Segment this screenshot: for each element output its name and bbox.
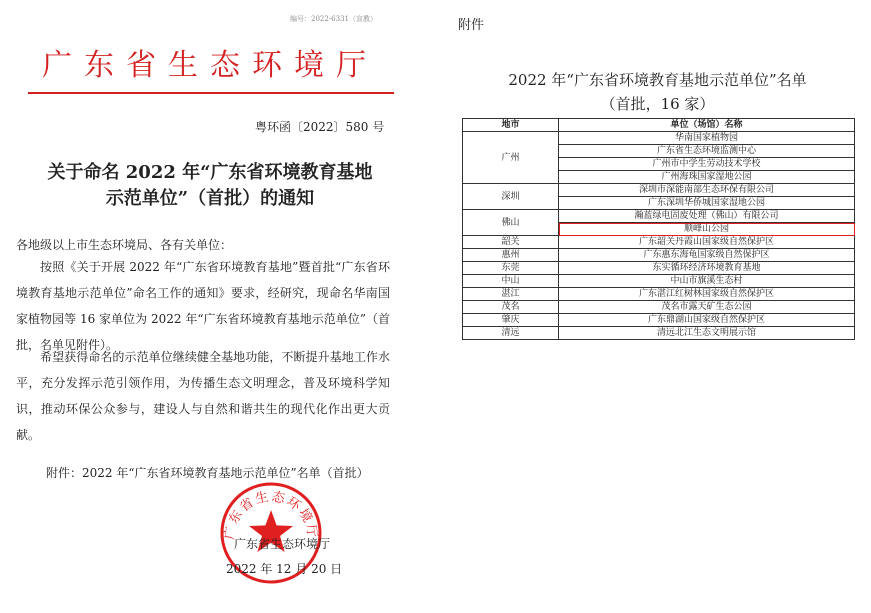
list-title — [460, 68, 855, 116]
unit-cell: 华南国家植物园 — [559, 132, 855, 145]
notice-title-line1: 关于命名 2022 年“广东省环境教育基地 — [47, 162, 373, 183]
table-row — [463, 210, 855, 223]
agency-header: 广东省生态环境厅 — [42, 48, 378, 83]
body-paragraph-1: 按照《关于开展 2022 年“广东省环境教育基地”暨首批“广东省环境教育基地示范单位”命名工作的通知》要求，经研究，现命名华南国家植物园等 16 家单位为 2022 年“广东省环境教育基地示范单位”（首批，名单见附件）。 — [16, 260, 390, 352]
notice-page — [0, 0, 420, 613]
table-row — [463, 301, 855, 314]
list-title-line1: 2022 年“广东省环境教育基地示范单位”名单 — [508, 71, 807, 89]
city-cell: 惠州 — [463, 249, 559, 262]
attachment-note: 附件：2022 年“广东省环境教育基地示范单位”名单（首批） — [46, 466, 369, 480]
issuer-name: 广东省生态环境厅 — [234, 537, 331, 551]
header-divider — [28, 92, 394, 94]
notice-title-line2: 示范单位”（首批）的通知 — [105, 188, 315, 209]
unit-cell: 清远北江生态文明展示馆 — [559, 327, 855, 340]
svg-text:广东省生态环境厅: 广东省生态环境厅 — [222, 489, 320, 541]
attachment-page — [440, 0, 871, 613]
unit-cell: 广东鼎湖山国家级自然保护区 — [559, 314, 855, 327]
city-cell: 佛山 — [463, 210, 559, 236]
table-row — [463, 314, 855, 327]
notice-title — [0, 160, 420, 212]
table-row — [463, 262, 855, 275]
column-header-unit: 单位（场馆）名称 — [559, 119, 855, 132]
table-row — [463, 236, 855, 249]
city-cell: 肇庆 — [463, 314, 559, 327]
unit-cell: 深圳市深能南部生态环保有限公司 — [559, 184, 855, 197]
unit-cell: 广东韶关丹霞山国家级自然保护区 — [559, 236, 855, 249]
city-cell: 清远 — [463, 327, 559, 340]
column-header-city: 地市 — [463, 119, 559, 132]
city-cell: 深圳 — [463, 184, 559, 210]
city-cell: 韶关 — [463, 236, 559, 249]
units-table — [462, 118, 855, 340]
highlighted-unit-cell: 顺峰山公园 — [559, 223, 855, 236]
salutation: 各地级以上市生态环境局、各有关单位： — [16, 238, 233, 252]
table-row — [463, 288, 855, 301]
city-cell: 湛江 — [463, 288, 559, 301]
unit-cell: 广东深圳华侨城国家湿地公园 — [559, 197, 855, 210]
unit-cell: 广东省生态环境监测中心 — [559, 145, 855, 158]
table-row — [463, 184, 855, 197]
units-table-body — [463, 132, 855, 340]
body-paragraph-2: 希望获得命名的示范单位继续健全基地功能，不断提升基地工作水平，充分发挥示范引领作用，为传播生态文明理念，普及环境科学知识，推动环保公众参与，建设人与自然和谐共生的现代化作出更大贡献。 — [16, 350, 390, 442]
document-number: 编号：2022-6331（宣教） — [290, 15, 377, 23]
unit-cell: 广东湛江红树林国家级自然保护区 — [559, 288, 855, 301]
unit-cell: 茂名市露天矿生态公园 — [559, 301, 855, 314]
city-cell: 东莞 — [463, 262, 559, 275]
city-cell: 广州 — [463, 132, 559, 184]
unit-cell: 中山市旗溪生态村 — [559, 275, 855, 288]
unit-cell: 广州市中学生劳动技术学校 — [559, 158, 855, 171]
city-cell: 茂名 — [463, 301, 559, 314]
attachment-label: 附件 — [458, 18, 485, 33]
table-row — [463, 327, 855, 340]
document-reference: 粤环函〔2022〕580 号 — [255, 120, 385, 134]
unit-cell: 瀚蓝绿电固废处理（佛山）有限公司 — [559, 210, 855, 223]
city-cell: 中山 — [463, 275, 559, 288]
unit-cell: 广东惠东海龟国家级自然保护区 — [559, 249, 855, 262]
issue-date: 2022 年 12 月 20 日 — [226, 562, 343, 576]
table-header-row — [463, 119, 855, 132]
unit-cell: 东实循环经济环境教育基地 — [559, 262, 855, 275]
table-row — [463, 249, 855, 262]
unit-cell: 广州海珠国家湿地公园 — [559, 171, 855, 184]
list-title-line2: （首批，16 家） — [600, 95, 715, 113]
table-row — [463, 132, 855, 145]
table-row — [463, 275, 855, 288]
